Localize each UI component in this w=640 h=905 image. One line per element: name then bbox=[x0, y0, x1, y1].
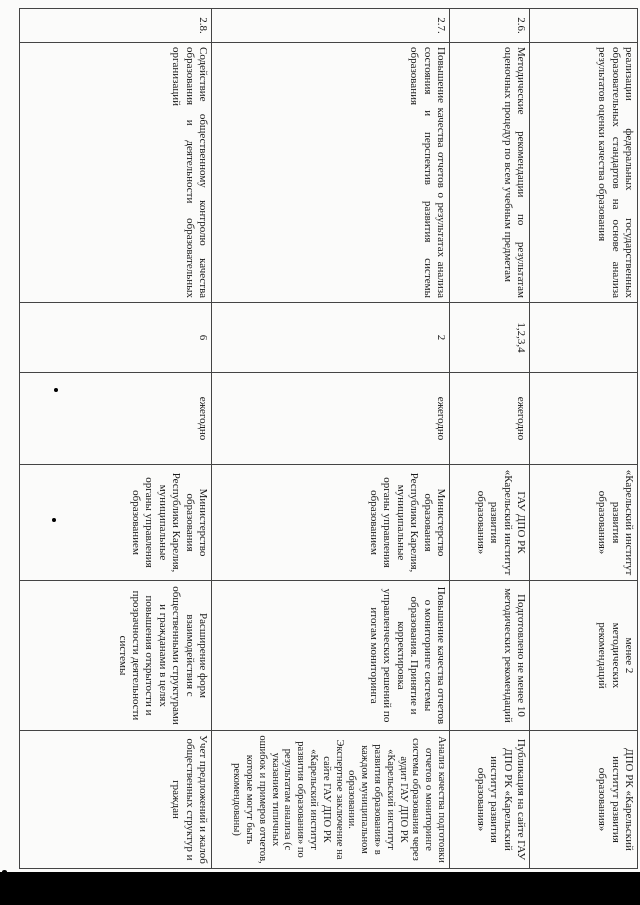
result-cell: Расширение форм взаимодействия с общественными структурами и гражданами в целях повышения открытости и прозрачности деятельности системы bbox=[20, 581, 212, 731]
indicator-cell: 2 bbox=[212, 303, 450, 373]
table-row bbox=[212, 9, 450, 869]
row-number: 2.7. bbox=[212, 9, 450, 43]
row-number: 2.8. bbox=[20, 9, 212, 43]
form-cell: Публикация на сайте ГАУ ДПО РК «Карельский институт развития образования» bbox=[450, 731, 530, 869]
indicator-cell: 1,2,3,4 bbox=[450, 303, 530, 373]
responsible-cell: Министерство образования Республики Карелия, муниципальные органы управления образованием bbox=[212, 465, 450, 581]
deadline-cell: ежегодно bbox=[212, 373, 450, 465]
result-cell: Подготовлено не менее 10 методических рекомендаций bbox=[450, 581, 530, 731]
measure-cell: Методические рекомендации по результатам оценочных процедур по всем учебным предметам bbox=[450, 43, 530, 303]
scan-dot bbox=[54, 388, 58, 392]
measures-table bbox=[19, 8, 638, 869]
scan-dot bbox=[52, 518, 56, 522]
rotated-document bbox=[20, 8, 638, 868]
indicator-cell bbox=[530, 303, 638, 373]
indicator-cell: 6 bbox=[20, 303, 212, 373]
responsible-cell: ГАУ ДПО РК «Карельский институт развития образования» bbox=[450, 465, 530, 581]
responsible-cell: «Карельский институт развития образования» bbox=[530, 465, 638, 581]
form-cell: Анализ качества подготовки отчетов о мониторинге системы образования через аудит ГАУ ДПО РК «Карельский институт развития образования» в каждом муниципальном образовании. Экспертное заключение на сайте ГАУ ДПО РК «Карельский институт развития образования» по результатам анализа (с указанием типичных ошибок и примеров отчетов, которые могут быть рекомендованы) bbox=[212, 731, 450, 869]
row-number: 2.6. bbox=[450, 9, 530, 43]
result-cell: Повышение качества отчетов о мониторинге системы образования. Принятие и корректировка управленческих решений по итогам мониторинга bbox=[212, 581, 450, 731]
form-cell: ДПО РК «Карельский институт развития образования» bbox=[530, 731, 638, 869]
row-number bbox=[530, 9, 638, 43]
result-cell: менее 2 методических рекомендаций bbox=[530, 581, 638, 731]
table-row bbox=[530, 9, 638, 869]
deadline-cell bbox=[530, 373, 638, 465]
scan-border bbox=[0, 872, 640, 905]
deadline-cell: ежегодно bbox=[450, 373, 530, 465]
measure-cell: Повышение качества отчетов о результатах анализа состояния и перспектив развития системы образования bbox=[212, 43, 450, 303]
table-row bbox=[20, 9, 212, 869]
form-cell: Учет предложений и жалоб общественных структур и граждан bbox=[20, 731, 212, 869]
measure-cell: реализации федеральных государственных образовательных стандартов на основе анализа результатов оценки качества образования bbox=[530, 43, 638, 303]
deadline-cell: ежегодно bbox=[20, 373, 212, 465]
measure-cell: Содействие общественному контролю качества образования и деятельности образовательных организаций bbox=[20, 43, 212, 303]
responsible-cell: Министерство образования Республики Карелия, муниципальные органы управления образованием bbox=[20, 465, 212, 581]
table-row bbox=[450, 9, 530, 869]
